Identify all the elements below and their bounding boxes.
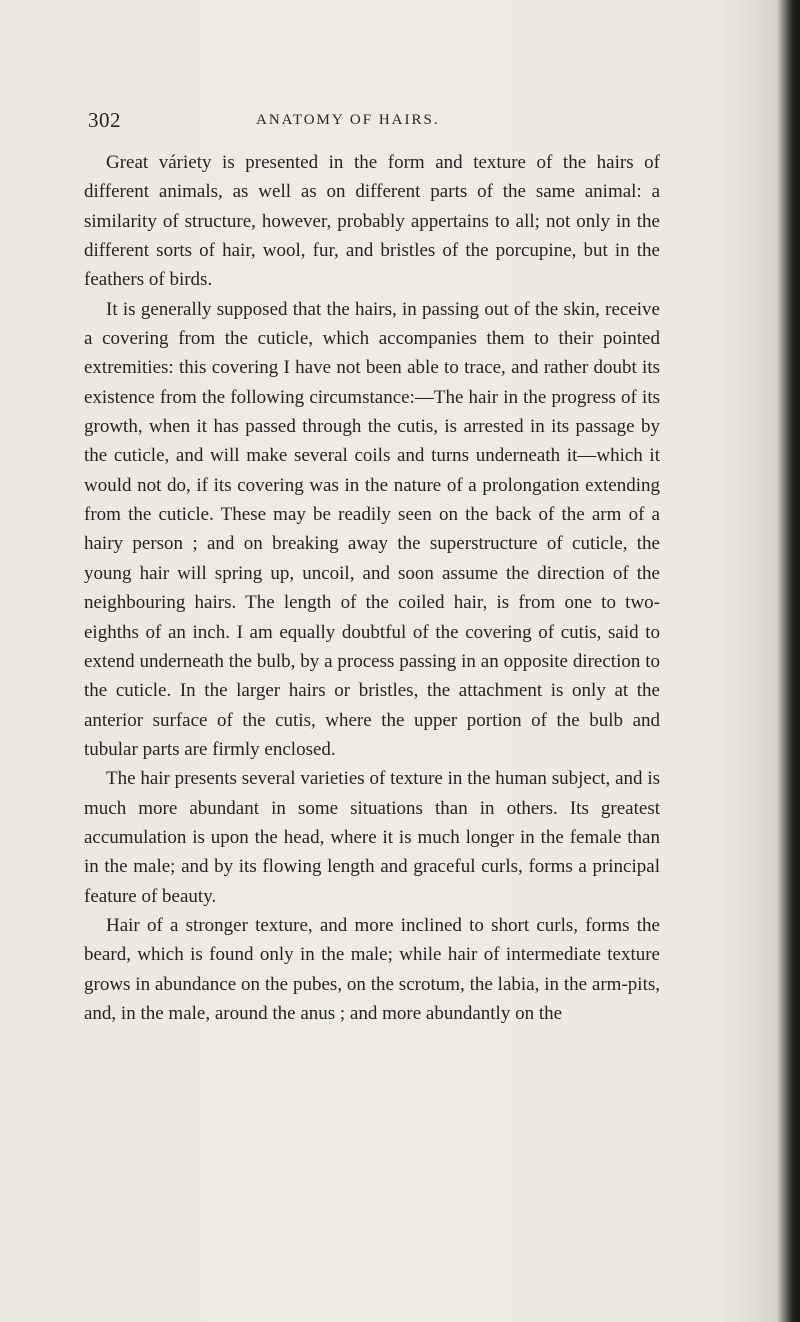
running-head: ANATOMY OF HAIRS. — [256, 112, 440, 128]
paragraph-variety: Great váriety is presented in the form and texture of the hairs of different animals, as well as on different parts of the same animal: a similarity of structure, however, probably appertains to all; not only in the different sorts of hair, wool, fur, and bristles of the porcupine, but in the feathers of birds. — [84, 152, 660, 291]
body-text — [84, 148, 660, 1028]
paragraph-hair-texture: The hair presents several varieties of texture in the human subject, and is much more abundant in some situations than in others. Its greatest accumulation is upon the head, where it is much longer in the female than in the male; and by its flowing length and graceful curls, forms a principal feature of beauty. — [84, 768, 660, 907]
page-header — [88, 108, 688, 138]
page-edge-shadow — [778, 0, 800, 1322]
paragraph-stronger-texture: Hair of a stronger texture, and more inclined to short curls, forms the beard, which is found only in the male; while hair of intermediate texture grows in abundance on the pubes, on the scrotum, the labia, in the arm-pits, and, in the male, around the anus ; and more abundantly on the — [84, 914, 660, 1024]
page-number: 302 — [88, 108, 121, 132]
paragraph-cuticle-covering: It is generally supposed that the hairs, in passing out of the skin, receive a covering from the cuticle, which accompanies them to their pointed extremities: this covering I have not been able to trace, and rather doubt its existence from the following circumstance:—The hair in the progress of its growth, when it has passed through the cutis, is arrested in its passage by the cuticle, and will make several coils and turns underneath it—which it would not do, if its covering was in the nature of a prolongation extending from the cuticle. These may be readily seen on the back of the arm of a hairy person ; and on breaking away the superstructure of cuticle, the young hair will spring up, uncoil, and soon assume the direction of the neighbouring hairs. The length of the coiled hair, is from one to two-eighths of an inch. I am equally doubtful of the covering of cutis, said to extend underneath the bulb, by a process passing in an opposite direction to the cuticle. In the larger hairs or bristles, the attachment is only at the anterior surface of the cutis, where the upper portion of the bulb and tubular parts are firmly enclosed. — [84, 298, 660, 760]
